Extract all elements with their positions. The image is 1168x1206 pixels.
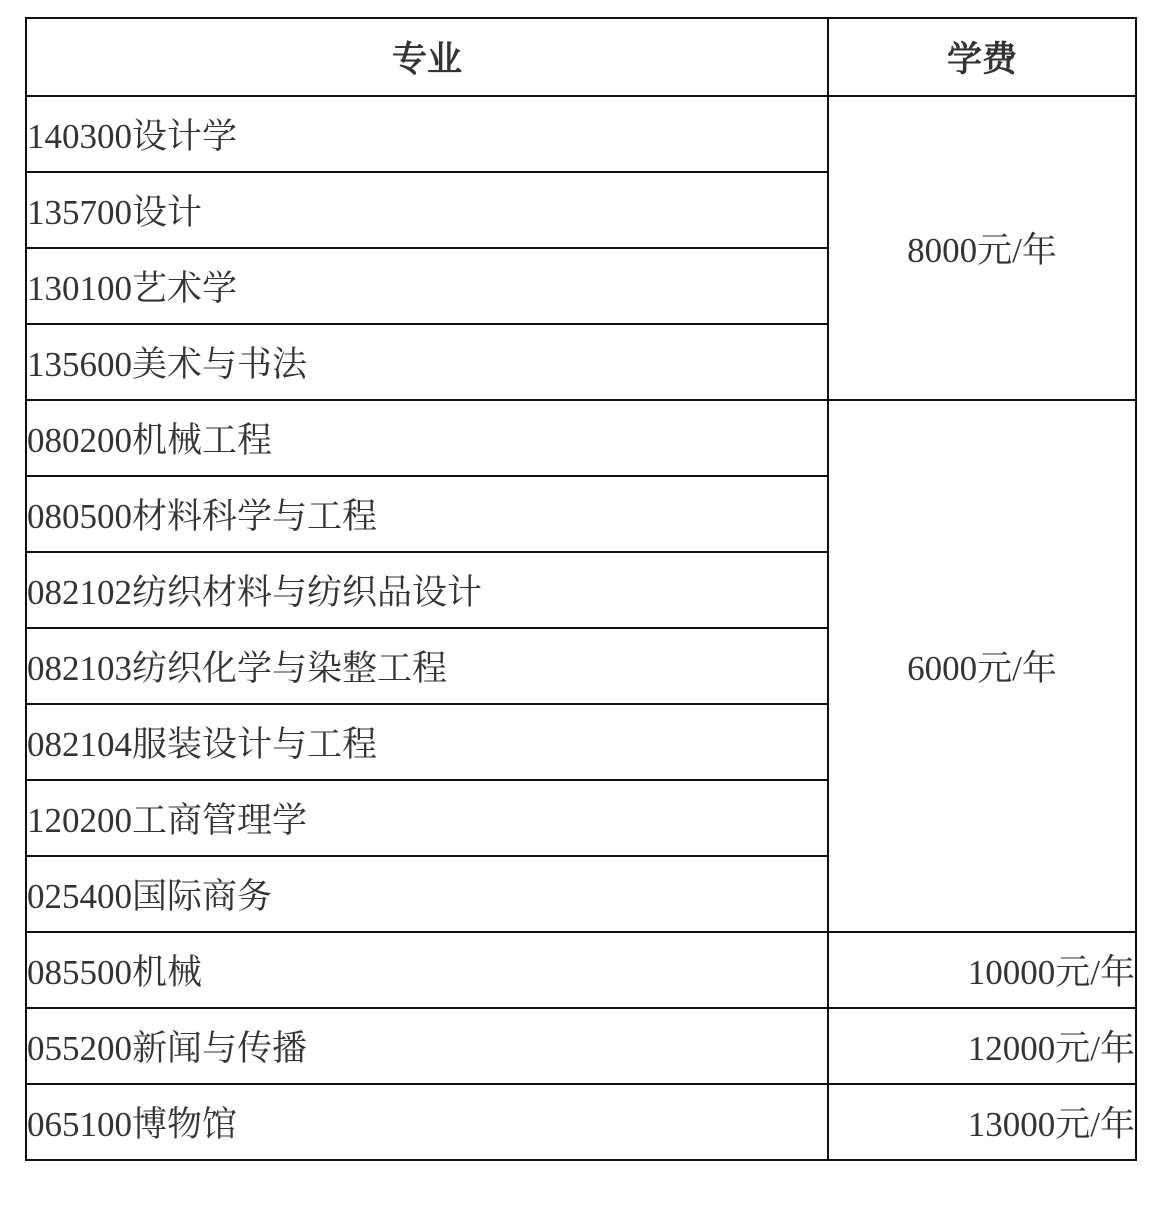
fee-cell: 13000元/年 [828, 1084, 1136, 1160]
table-row [26, 96, 1136, 172]
major-cell: 082103纺织化学与染整工程 [26, 628, 828, 704]
major-cell: 082102纺织材料与纺织品设计 [26, 552, 828, 628]
fee-cell: 6000元/年 [828, 400, 1136, 932]
major-cell: 135700设计 [26, 172, 828, 248]
cropped-text-fragment [25, 1194, 1135, 1206]
major-cell: 135600美术与书法 [26, 324, 828, 400]
major-cell: 080500材料科学与工程 [26, 476, 828, 552]
fee-cell: 10000元/年 [828, 932, 1136, 1008]
table-row [26, 1084, 1136, 1160]
table-row [26, 400, 1136, 476]
major-cell: 130100艺术学 [26, 248, 828, 324]
header-major: 专业 [26, 18, 828, 96]
major-cell: 120200工商管理学 [26, 780, 828, 856]
tuition-table [25, 17, 1137, 1161]
major-cell: 085500机械 [26, 932, 828, 1008]
fee-cell: 12000元/年 [828, 1008, 1136, 1084]
major-cell: 080200机械工程 [26, 400, 828, 476]
fee-cell: 8000元/年 [828, 96, 1136, 400]
table-row [26, 932, 1136, 1008]
major-cell: 140300设计学 [26, 96, 828, 172]
table-row [26, 1008, 1136, 1084]
major-cell: 065100博物馆 [26, 1084, 828, 1160]
header-row [26, 18, 1136, 96]
header-fee: 学费 [828, 18, 1136, 96]
major-cell: 082104服装设计与工程 [26, 704, 828, 780]
major-cell: 025400国际商务 [26, 856, 828, 932]
major-cell: 055200新闻与传播 [26, 1008, 828, 1084]
